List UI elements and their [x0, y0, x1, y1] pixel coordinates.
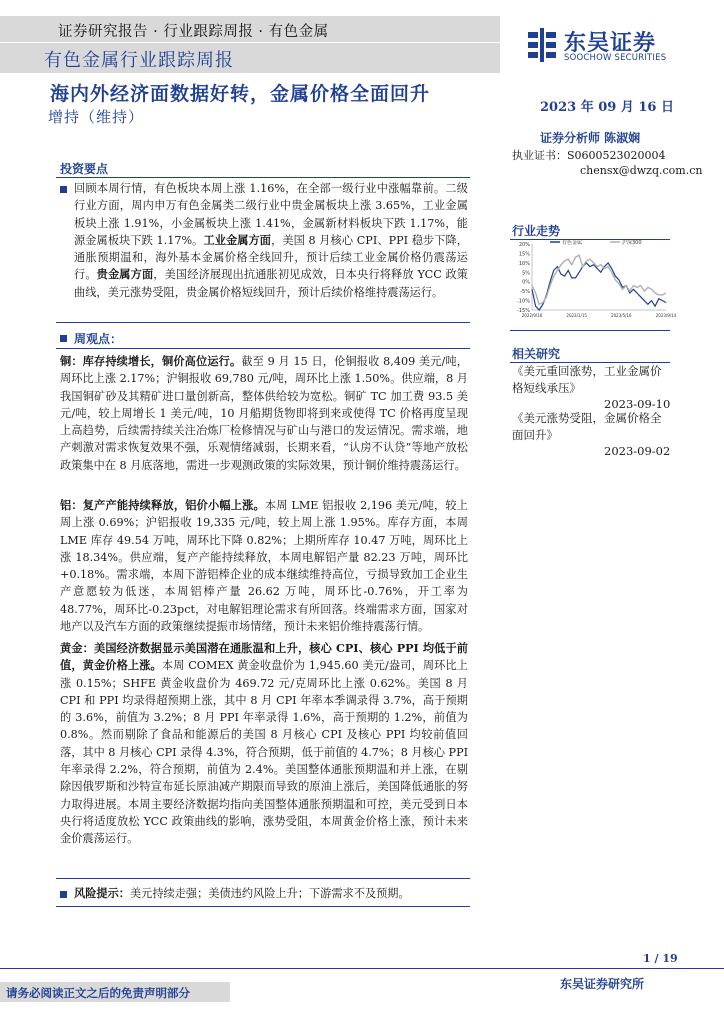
logo-cn: 东吴证券 [564, 31, 657, 56]
bullet-icon [60, 186, 67, 193]
x-tick-label: 2023/5/16 [611, 313, 632, 318]
category-title: 有色金属行业跟踪周报 [44, 50, 234, 71]
brand-logo [524, 26, 714, 66]
key-text-a: 回顾本周行情，有色板块本周上涨 1.16%，在全部一级行业中涨幅靠前。二级行业方面，周内申万有色金属类二级行业中贵金属板块上涨 3.65%，工业金属板块上涨 1.91%，小金属板块上涨 1.41%，金属新材料板块下跌 1.17%，能源金属板块下跌 1.17%。 [74, 182, 468, 247]
key-text-c: ，美国经济展现出抗通胀初见成效，日本央行将释放 YCC 政策曲线，美元涨势受阻，贵金属价格短线回升，预计后续价格维持震荡运行。 [74, 268, 468, 299]
rating: 增持（维持） [48, 108, 145, 126]
y-tick-label: -5% [520, 289, 530, 296]
risk-warning [74, 885, 410, 902]
footer-divider [0, 968, 724, 969]
divider [56, 322, 470, 323]
related-item-2[interactable] [512, 410, 672, 444]
copper-label: 铜：库存持续增长，铜价高位运行。 [60, 354, 242, 368]
category-band [0, 43, 500, 73]
series-line-nonferrous [532, 263, 666, 310]
risk-label: 风险提示： [74, 886, 130, 900]
trend-heading: 行业走势 [512, 224, 561, 238]
logo-mark-icon [526, 28, 558, 62]
related-item-1[interactable] [512, 363, 672, 397]
breadcrumb: 证券研究报告 · 行业跟踪周报 · 有色金属 [58, 24, 329, 40]
report-title: 海内外经济面数据好转，金属价格全面回升 [50, 83, 431, 105]
related-item-date: 2023-09-10 [604, 397, 671, 411]
related-research-heading: 相关研究 [512, 347, 561, 361]
x-tick-label: 2022/9/16 [521, 313, 543, 318]
footer-disclaimer-band [0, 982, 230, 1002]
key-points-paragraph [74, 180, 468, 301]
divider [510, 330, 670, 331]
copper-text: 截至 9 月 15 日，伦铜报收 8,409 美元/吨，周环比上涨 2.17%；沪铜报收 69,780 元/吨，周环比上涨 1.50%。供应端，8 月我国铜矿砂及其精矿进口量创新高，整体供给较为宽松。铜矿 TC 加工费 93.5 美元/吨，较上周增长 1 美元/吨，10 月船期货物即将到来或使得 TC 价格再度呈现上高趋势，后续需持续关注冶炼厂检修情况与矿山与港口的发运情况。需求端，地产刺激对需求恢复效果不强，乐观情绪减弱，长期来看，“认房不认贷”等地产放松政策集中在 8 月底落地，需进一步观测政策的实际效果，预计铜价维持震荡运行。 [60, 355, 468, 472]
bullet-icon [60, 335, 67, 342]
y-tick-label: 10% [518, 260, 530, 267]
divider [56, 906, 470, 907]
divider [56, 177, 470, 178]
divider [56, 348, 470, 349]
header-breadcrumb-band [0, 16, 500, 42]
y-tick-label: -10% [517, 298, 530, 305]
divider [56, 878, 470, 879]
key-points-heading: 投资要点 [60, 162, 109, 176]
aluminum-label: 铝：复产产能持续释放，铝价小幅上涨。 [60, 498, 265, 512]
analyst-name: 证券分析师 陈淑娴 [540, 131, 641, 145]
page-number: 1 / 19 [643, 952, 678, 965]
y-tick-label: 20% [518, 242, 530, 248]
report-date: 2023 年 09 月 16 日 [540, 100, 674, 115]
y-tick-label: 0% [522, 279, 530, 286]
analyst-certificate: 执业证书：S0600523020004 [512, 149, 666, 162]
footer-institute: 东吴证券研究所 [560, 977, 645, 991]
related-item-title[interactable]: 《美元涨势受阻，金属价格全面回升》 [512, 411, 662, 442]
footer-disclaimer[interactable]: 请务必阅读正文之后的免责声明部分 [6, 986, 190, 1000]
gold-paragraph [60, 640, 468, 848]
industry-trend-chart [510, 238, 677, 322]
y-tick-label: 5% [522, 270, 530, 277]
aluminum-paragraph [60, 497, 468, 635]
y-tick-label: 15% [518, 251, 530, 258]
copper-paragraph [60, 353, 468, 474]
label-precious: 贵金属方面 [96, 267, 154, 282]
series-line-csi300 [532, 255, 666, 304]
aluminum-text: 本周 LME 铝报收 2,196 美元/吨，较上周上涨 0.69%；沪铝报收 19,335 元/吨，较上周上涨 1.95%。库存方面，本周 LME 库存 49.54 万吨，周环比下降 0.82%；上期所库存 10.47 万吨，周环比上涨 18.34%。供应端，复产产能持续释放，本周电解铝产量 82.23 万吨，周环比+0.18%。需求端，本周下游铝棒企业的成本继续维持高位，亏损导致加工企业生产意愿较为低迷，本周铝棒产量 26.62 万吨，周环比-0.76%，开工率为 48.77%，周环比-0.23pct，对电解铝理论需求有所回落。终端需求方面，国家对地产以及汽车方面的政策继续提振市场情绪，预计未来铝价维持震荡行情。 [60, 499, 468, 634]
label-industrial: 工业金属方面 [203, 232, 272, 247]
legend-label: 有色金属 [562, 240, 583, 246]
bullet-icon [60, 891, 67, 898]
x-tick-label: 2023/1/15 [566, 313, 587, 318]
gold-label: 黄金：美国经济数据显示美国潜在通胀温和上升，核心 CPI、核心 PPI 均低于前值，黄金价格上涨。 [60, 641, 468, 673]
legend-label: 沪深300 [622, 240, 642, 246]
related-item-date: 2023-09-02 [604, 444, 671, 458]
y-tick-label: -15% [517, 308, 530, 314]
key-text-b: ，美国 8 月核心 CPI、PPI 稳步下降，通胀预期温和，海外基本金属价格全线回升，预计后续工业金属价格仍震荡运行。 [74, 233, 468, 282]
weekly-view-heading: 周观点： [74, 332, 123, 346]
gold-text: 本周 COMEX 黄金收盘价为 1,945.60 美元/盎司，周环比上涨 0.15%；SHFE 黄金收盘价为 469.72 元/克周环比上涨 0.62%。美国 8 月 CPI 和 PPI 均录得超预期上涨，其中 8 月 CPI 年率本季调录得 3.7%，高于预期的 3.6%，前值为 3.2%；8 月 PPI 年率录得 1.6%，高于预期的 1.2%，前值为 0.8%。然而剔除了食品和能源后的美国 8 月核心 CPI 及核心 PPI 均较前值回落，其中 8 月核心 CPI 录得 4.3%，符合预期，低于前值的 4.7%；8 月核心 PPI 年率录得 2.2%，符合预期，前值为 2.4%。美国整体通胀预期温和并上涨，在剔除因俄罗斯和沙特宣布延长原油减产期限而导致的原油上涨后，美国降低通胀的努力取得进展。本周主要经济数据均指向美国整体通胀预期温和可控，美元受到日本央行将适度放松 YCC 政策曲线的影响，涨势受阻，本周黄金价格上涨，预计未来金价震荡运行。 [60, 659, 469, 846]
analyst-email[interactable]: chensx@dwzq.com.cn [580, 164, 703, 177]
risk-text: 美元持续走强；美债违约风险上升；下游需求不及预期。 [129, 887, 410, 900]
related-item-title[interactable]: 《美元重回涨势，工业金属价格短线承压》 [512, 364, 662, 395]
logo-en: SOOCHOW SECURITIES [564, 53, 667, 63]
x-tick-label: 2023/9/14 [655, 313, 677, 318]
